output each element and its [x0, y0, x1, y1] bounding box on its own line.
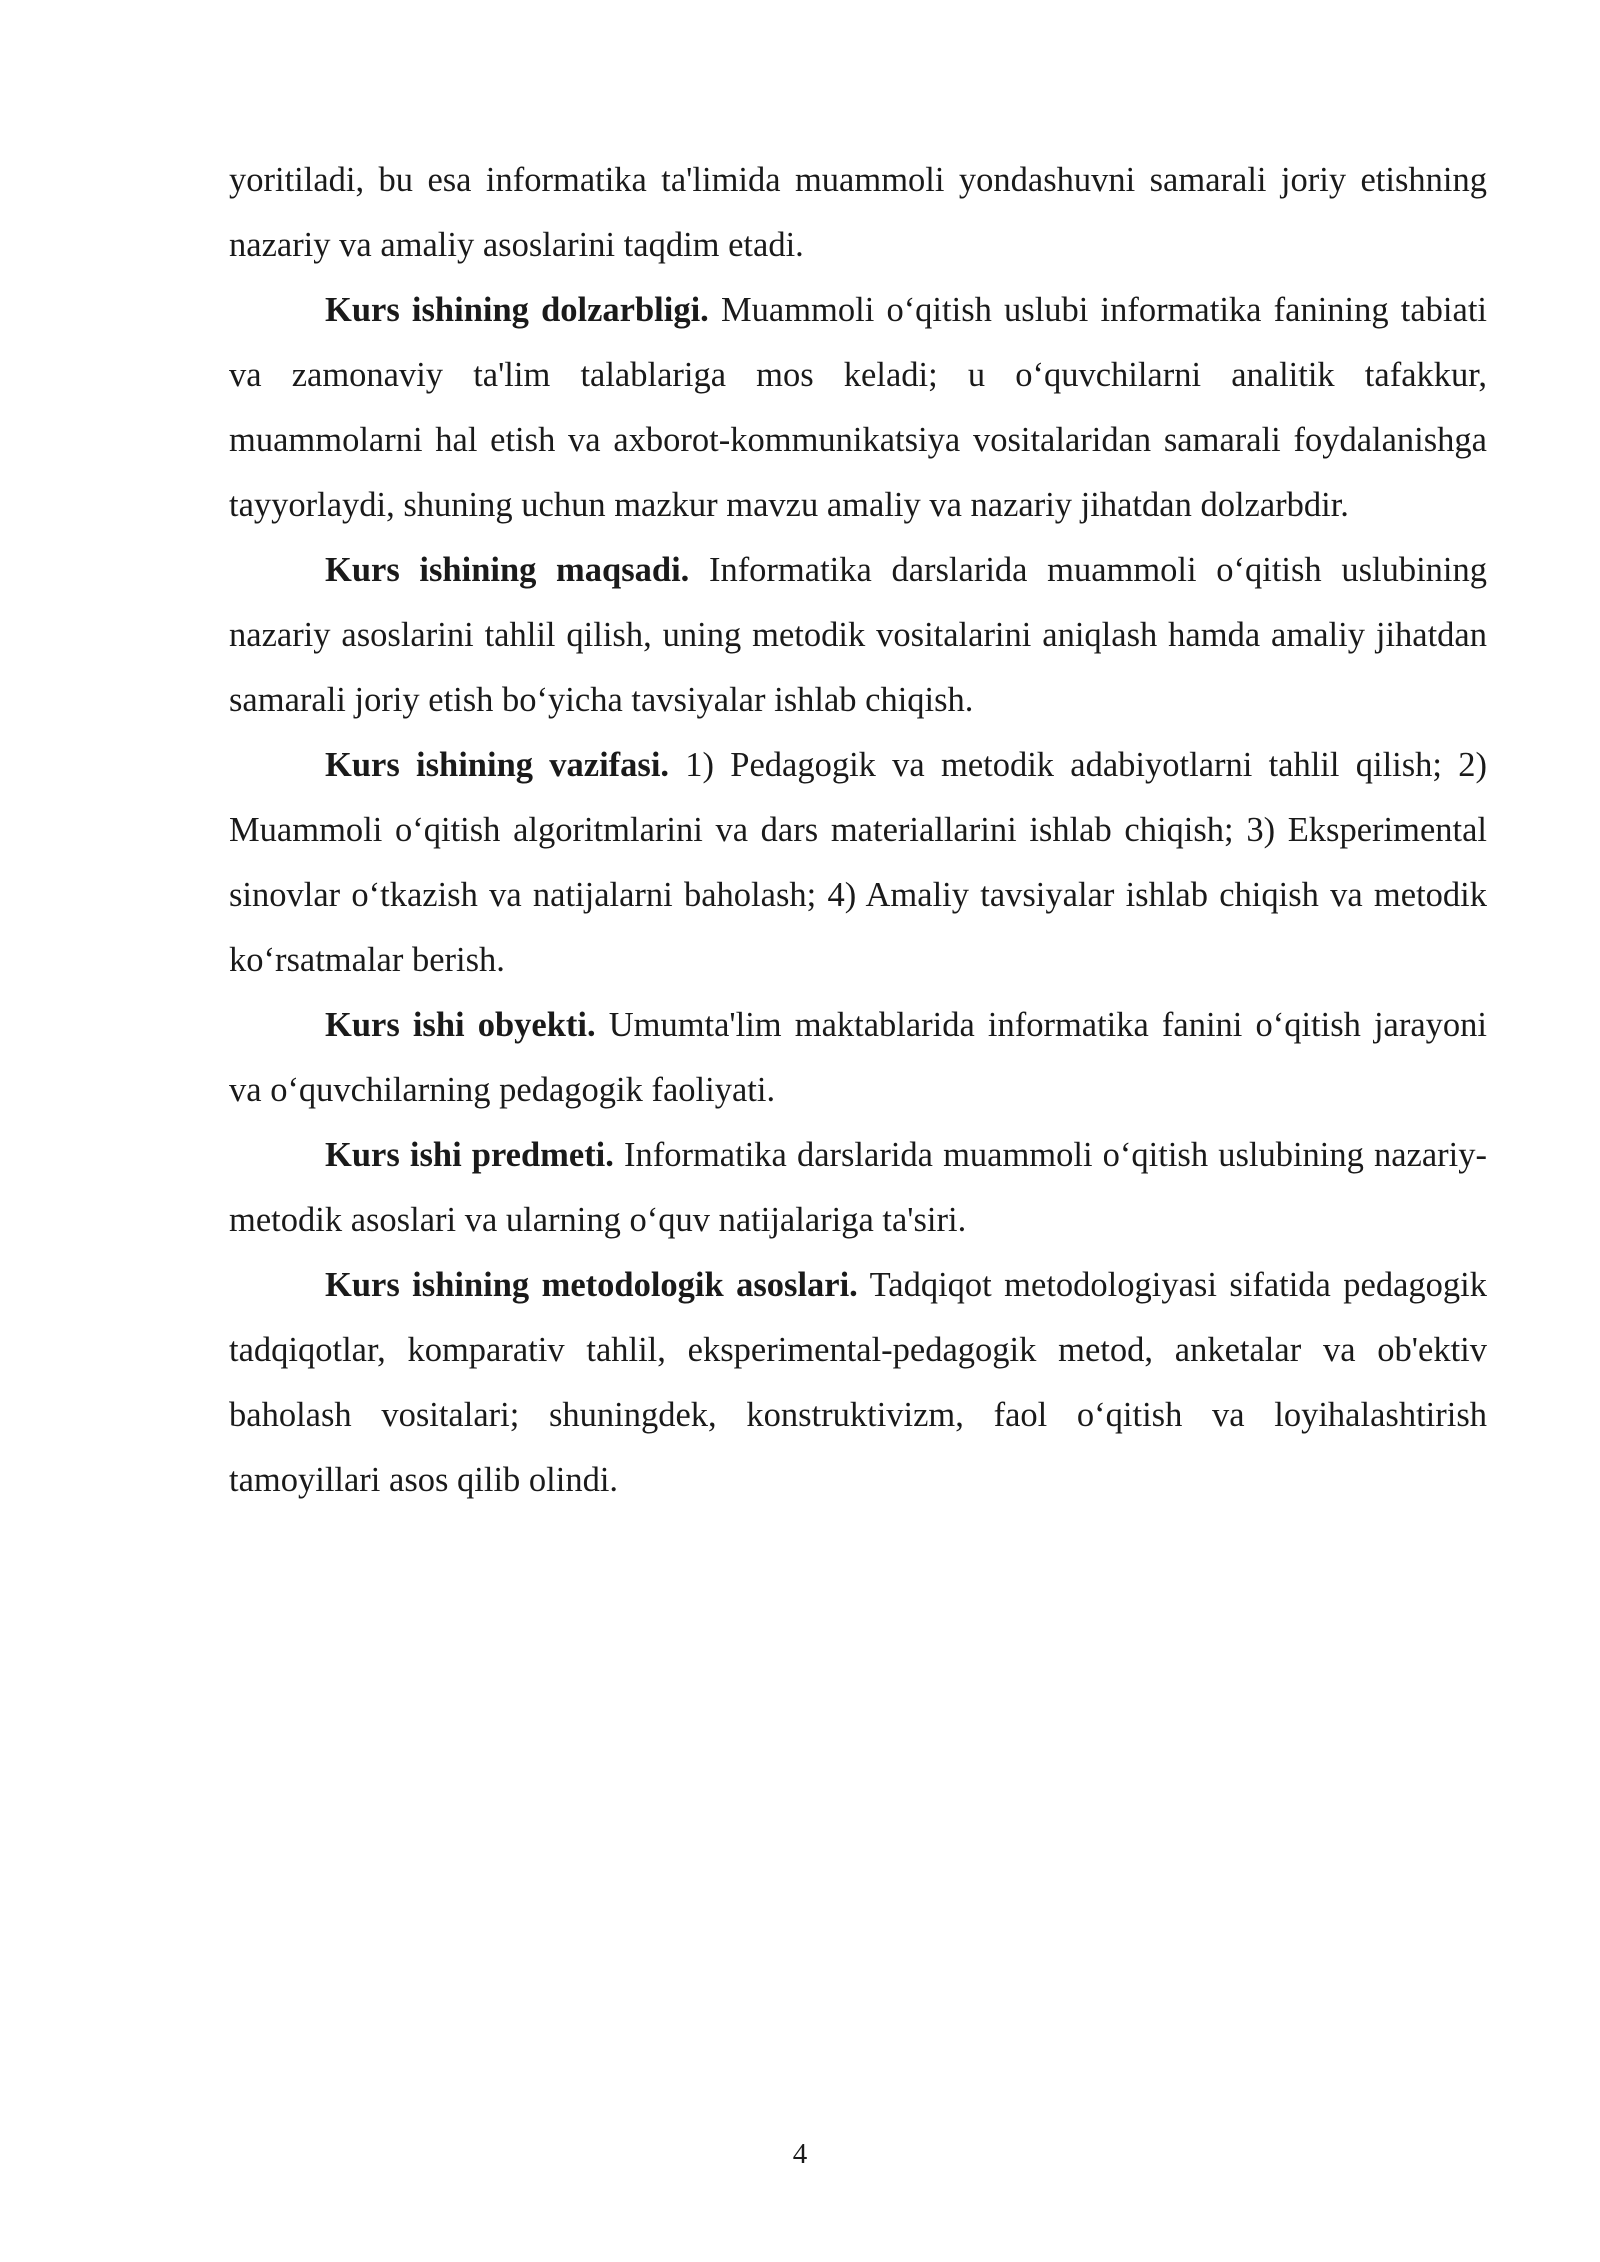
page-number: 4: [792, 2138, 808, 2170]
paragraph-text: Informatika darslarida muammoli o‘qitish uslubining nazariy asoslarini tahlil qilish, uning metodik vositalarini aniqlash hamda amaliy jihatdan samarali joriy etish bo‘yicha tavsiyalar ishlab chiqish.: [229, 551, 1487, 719]
paragraph-intro-continuation: [229, 148, 1487, 278]
paragraph-text: Muammoli o‘qitish uslubi informatika fanining tabiati va zamonaviy ta'lim talablariga mos keladi; u o‘quvchilarni analitik tafakkur, muammolarni hal etish va axborot-kommunikatsiya vositalaridan samarali foydalanishga tayyorlaydi, shuning uchun mazkur mavzu amaliy va nazariy jihatdan dolzarbdir.: [229, 291, 1487, 524]
paragraph-term: Kurs ishi obyekti.: [325, 1006, 596, 1044]
paragraph-term: Kurs ishining maqsadi.: [325, 551, 690, 589]
paragraph-term: Kurs ishining metodologik asoslari.: [325, 1266, 858, 1304]
document-body: [229, 148, 1487, 1513]
paragraph-term: Kurs ishining vazifasi.: [325, 746, 670, 784]
paragraph-text: yoritiladi, bu esa informatika ta'limida muammoli yondashuvni samarali joriy etishning nazariy va amaliy asoslarini taqdim etadi.: [229, 161, 1487, 264]
paragraph-vazifasi: [229, 733, 1487, 993]
paragraph-term: Kurs ishi predmeti.: [325, 1136, 614, 1174]
paragraph-text: Tadqiqot metodologiyasi sifatida pedagogik tadqiqotlar, komparativ tahlil, eksperimental-pedagogik metod, anketalar va ob'ektiv baholash vositalari; shuningdek, konstruktivizm, faol o‘qitish va loyihalashtirish tamoyillari asos qilib olindi.: [229, 1266, 1487, 1499]
paragraph-predmeti: [229, 1123, 1487, 1253]
paragraph-text: Informatika darslarida muammoli o‘qitish uslubining nazariy-metodik asoslari va ularning o‘quv natijalariga ta'siri.: [229, 1136, 1487, 1239]
paragraph-metodologik-asoslari: [229, 1253, 1487, 1513]
paragraph-maqsadi: [229, 538, 1487, 733]
paragraph-term: Kurs ishining dolzarbligi.: [325, 291, 709, 329]
paragraph-obyekti: [229, 993, 1487, 1123]
paragraph-text: Umumta'lim maktablarida informatika fanini o‘qitish jarayoni va o‘quvchilarning pedagogik faoliyati.: [229, 1006, 1488, 1109]
paragraph-dolzarbligi: [229, 278, 1487, 538]
paragraph-text: 1) Pedagogik va metodik adabiyotlarni tahlil qilish; 2) Muammoli o‘qitish algoritmlarini va dars materiallarini ishlab chiqish; 3) Eksperimental sinovlar o‘tkazish va natijalarni baholash; 4) Amaliy tavsiyalar ishlab chiqish va metodik ko‘rsatmalar berish.: [229, 746, 1487, 979]
